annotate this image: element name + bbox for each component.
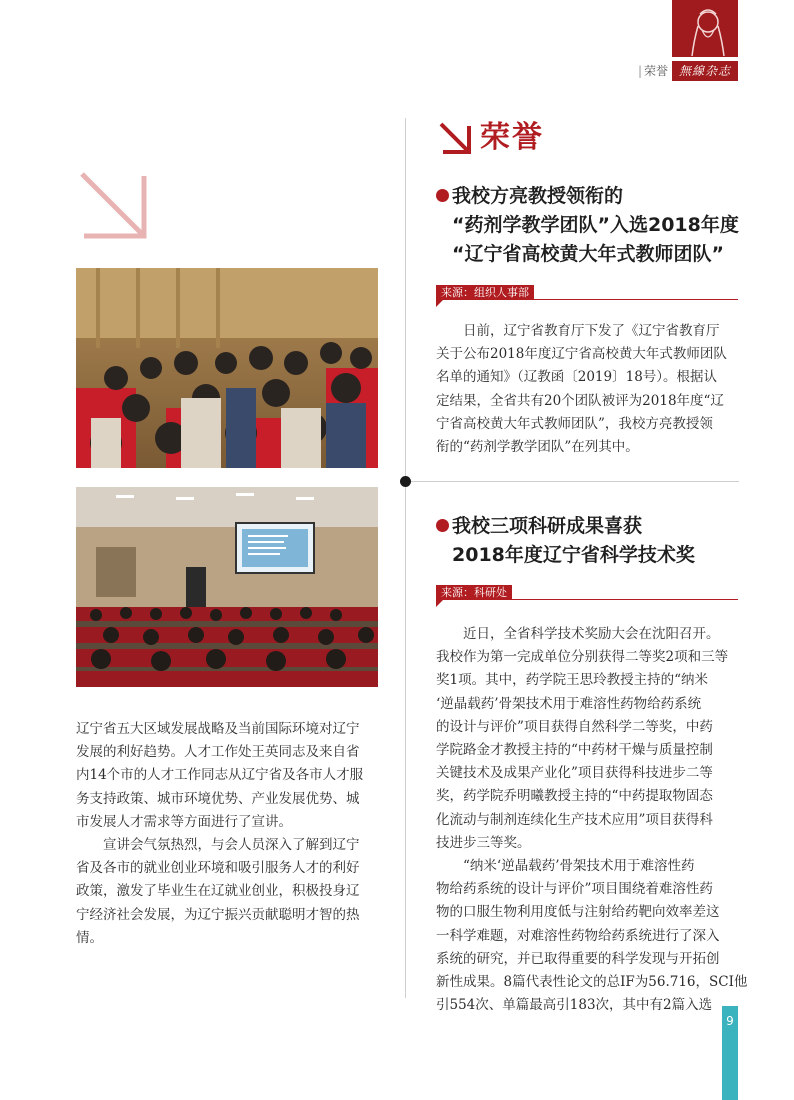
arrow-down-right-icon [76, 168, 152, 244]
article-1-line: 名单的通知》（辽教函〔2019〕18号）。根据认 [436, 369, 718, 386]
left-line: 发展的利好趋势。人才工作处王英同志及来自省 [76, 744, 360, 761]
left-body-text [76, 718, 381, 950]
bullet-dot-icon [436, 189, 449, 202]
left-line: 务支持政策、城市环境优势、产业发展优势、城 [76, 790, 360, 807]
left-line: 内14个市的人才工作同志从辽宁省及各市人才服 [76, 767, 364, 784]
article-2-line: 系统的研究，并已取得重要的科学发现与开拓创 [436, 950, 720, 967]
header-brand: 無線杂志 [672, 61, 738, 81]
portrait-icon [672, 0, 738, 56]
column-divider [405, 118, 406, 998]
left-line: 省及各市的就业创业环境和吸引服务人才的利好 [76, 860, 360, 877]
article-1-body [436, 320, 740, 459]
article-2-line: 奖，药学院乔明曦教授主持的“中药提取物固态 [436, 788, 713, 805]
left-line: 宣讲会气氛热烈，与会人员深入了解到辽宁 [103, 837, 360, 854]
article-2-line: 新性成果。8篇代表性论文的总IF为56.716，SCI他 [436, 974, 748, 991]
article-2-line: 一科学难题，对难溶性药物给药系统进行了深入 [436, 927, 720, 944]
left-line: 宁经济社会发展，为辽宁振兴贡献聪明才智的热 [76, 906, 360, 923]
article-2-body [436, 623, 748, 1017]
article-2-line: 我校作为第一完成单位分别获得二等奖2项和三等 [436, 649, 729, 666]
article-1-line: 定结果，全省共有20个团队被评为2018年度“辽 [436, 392, 724, 409]
header-rule [672, 56, 738, 57]
article-1-source-rule [436, 299, 738, 300]
article-2-line: 的设计与评价”项目获得自然科学二等奖，中药 [436, 718, 713, 735]
article-1-line: 宁省高校黄大年式教师团队”，我校方亮教授领 [436, 415, 713, 432]
article-2-line: ‘逆晶载药’骨架技术用于难溶性药物给药系统 [436, 695, 702, 712]
bullet-dot-icon [436, 519, 449, 532]
page-number: 9 [726, 1014, 734, 1028]
magazine-logo [672, 0, 738, 56]
article-2-line: 奖1项。其中，药学院王思玲教授主持的“纳米 [436, 672, 708, 689]
lecture-hall-photo [76, 487, 378, 687]
divider-dot [400, 476, 411, 487]
article-2-line: 物给药系统的设计与评价”项目围绕着难溶性药 [436, 881, 713, 898]
article-1-title: 我校方亮教授领衔的 “药剂学教学团队”入选2018年度 “辽宁省高校黄大年式教师团队” [436, 182, 739, 269]
article-2-line: 技进步三等奖。 [436, 834, 531, 851]
article-1-source: 来源：组织人事部 [436, 285, 534, 300]
article-2-line: “纳米‘逆晶载药’骨架技术用于难溶性药 [463, 858, 695, 875]
article-2-line: 学院路金才教授主持的“中药材干燥与质量控制 [436, 742, 713, 759]
left-line: 辽宁省五大区域发展战略及当前国际环境对辽宁 [76, 721, 360, 737]
article-2-line: 近日，全省科学技术奖励大会在沈阳召开。 [463, 626, 720, 642]
section-arrow-icon [437, 120, 473, 156]
article-2-source-rule [436, 599, 738, 600]
article-2-title: 我校三项科研成果喜获 2018年度辽宁省科学技术奖 [436, 512, 695, 570]
article-2-line: 引554次、单篇最高引183次，其中有2篇入选 [436, 997, 713, 1014]
article-1-line: 日前，辽宁省教育厅下发了《辽宁省教育厅 [463, 323, 720, 339]
article-2-source: 来源：科研处 [436, 585, 512, 600]
section-title: 荣誉 [480, 120, 544, 155]
header-section-label: | 荣誉 [638, 64, 669, 78]
article-1-line: 衔的“药剂学教学团队”在列其中。 [436, 439, 639, 456]
left-line: 政策，激发了毕业生在辽就业创业，积极投身辽 [76, 883, 360, 900]
article-divider [405, 481, 739, 482]
article-2-line: 物的口服生物利用度低与注射给药靶向效率差这 [436, 904, 720, 921]
audience-photo [76, 268, 378, 468]
article-1-line: 关于公布2018年度辽宁省高校黄大年式教师团队 [436, 346, 727, 363]
article-2-line: 化流动与制剂连续化生产技术应用”项目获得科 [436, 811, 713, 828]
article-2-line: 关键技术及成果产业化”项目获得科技进步二等 [436, 765, 713, 782]
left-line: 市发展人才需求等方面进行了宣讲。 [76, 813, 292, 830]
left-line: 情。 [76, 929, 103, 946]
